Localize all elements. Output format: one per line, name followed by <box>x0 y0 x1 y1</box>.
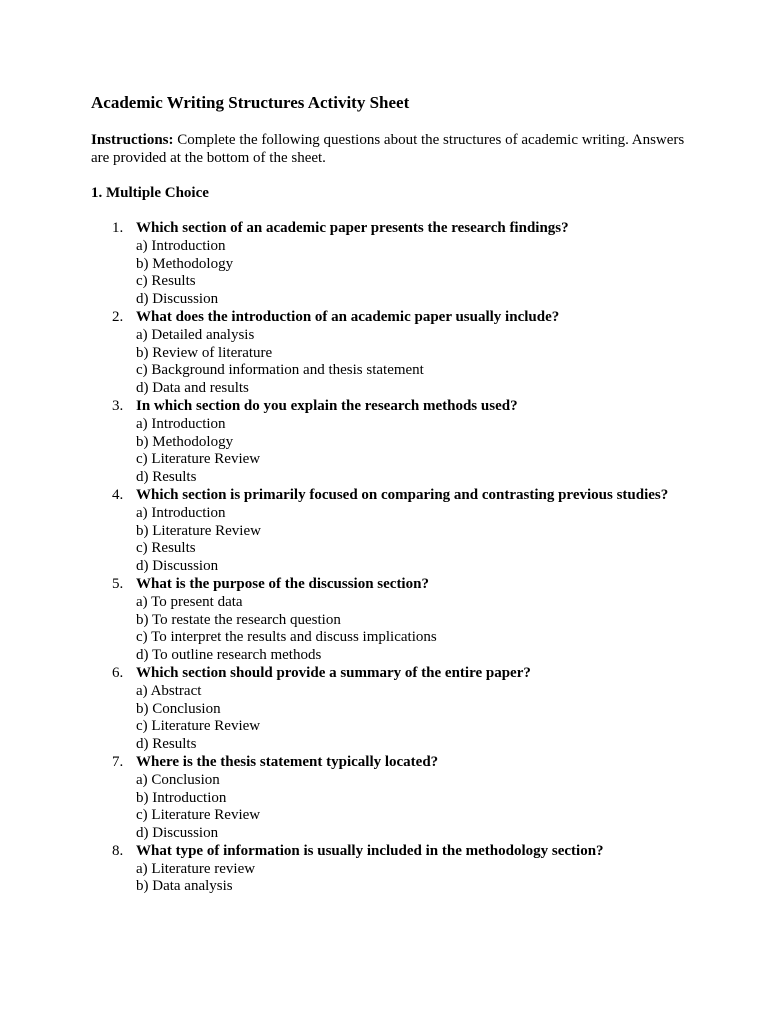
answer-option: a) Literature review <box>136 860 256 877</box>
question-text: Where is the thesis statement typically located? <box>136 753 439 770</box>
answer-option: c) Literature Review <box>136 718 261 735</box>
answer-option: a) Conclusion <box>136 771 220 788</box>
question-item <box>91 665 691 754</box>
answer-option: b) Introduction <box>136 789 227 806</box>
answer-option: b) Literature Review <box>136 522 261 539</box>
answer-option: d) Results <box>136 736 197 753</box>
section-heading: 1. Multiple Choice <box>91 185 209 201</box>
instructions-text: Complete the following questions about the structures of academic writing. Answers are provided at the bottom of the sheet. <box>91 132 685 166</box>
answer-option: b) To restate the research question <box>136 611 341 628</box>
answer-option: d) Discussion <box>136 291 219 308</box>
answer-option: a) Abstract <box>136 682 202 699</box>
question-number: 5. <box>112 575 124 592</box>
question-text: Which section is primarily focused on comparing and contrasting previous studies? <box>136 486 669 503</box>
question-number: 7. <box>112 753 124 770</box>
question-text: Which section should provide a summary of the entire paper? <box>136 664 531 681</box>
answer-option: d) Data and results <box>136 380 249 397</box>
question-item <box>91 487 691 576</box>
question-item <box>91 309 691 398</box>
answer-option: d) Discussion <box>136 825 219 842</box>
question-item <box>91 843 691 896</box>
answer-option: d) To outline research methods <box>136 647 322 664</box>
question-item <box>91 754 691 843</box>
answer-option: b) Data analysis <box>136 878 233 895</box>
answer-option: b) Methodology <box>136 433 234 450</box>
answer-option: c) Results <box>136 273 196 290</box>
answer-option: a) To present data <box>136 593 243 610</box>
answer-option: c) Results <box>136 540 196 557</box>
answer-option: c) Literature Review <box>136 451 261 468</box>
question-number: 6. <box>112 664 124 681</box>
question-text: What does the introduction of an academic paper usually include? <box>136 308 560 325</box>
answer-option: d) Results <box>136 469 197 486</box>
question-number: 8. <box>112 842 124 859</box>
answer-option: b) Review of literature <box>136 344 273 361</box>
question-item <box>91 576 691 665</box>
answer-option: a) Introduction <box>136 504 226 521</box>
answer-option: c) Literature Review <box>136 807 261 824</box>
answer-option: b) Methodology <box>136 255 234 272</box>
instructions <box>91 131 691 167</box>
document-page <box>91 92 691 896</box>
question-text: What is the purpose of the discussion section? <box>136 575 429 592</box>
document-title: Academic Writing Structures Activity Sheet <box>91 93 410 112</box>
answer-option: a) Introduction <box>136 237 226 254</box>
answer-option: d) Discussion <box>136 558 219 575</box>
question-number: 4. <box>112 486 124 503</box>
question-text: Which section of an academic paper presents the research findings? <box>136 220 569 236</box>
question-number: 1. <box>112 220 124 236</box>
question-number: 3. <box>112 397 124 414</box>
answer-option: c) Background information and thesis statement <box>136 362 424 379</box>
answer-option: a) Detailed analysis <box>136 326 255 343</box>
question-number: 2. <box>112 308 124 325</box>
question-item <box>91 398 691 487</box>
answer-option: a) Introduction <box>136 415 226 432</box>
question-list <box>91 220 691 896</box>
answer-option: b) Conclusion <box>136 700 221 717</box>
answer-option: c) To interpret the results and discuss implications <box>136 629 437 646</box>
question-text: In which section do you explain the research methods used? <box>136 397 518 414</box>
question-text: What type of information is usually included in the methodology section? <box>136 842 604 859</box>
instructions-lead: Instructions: <box>91 132 174 148</box>
question-item <box>91 220 691 309</box>
